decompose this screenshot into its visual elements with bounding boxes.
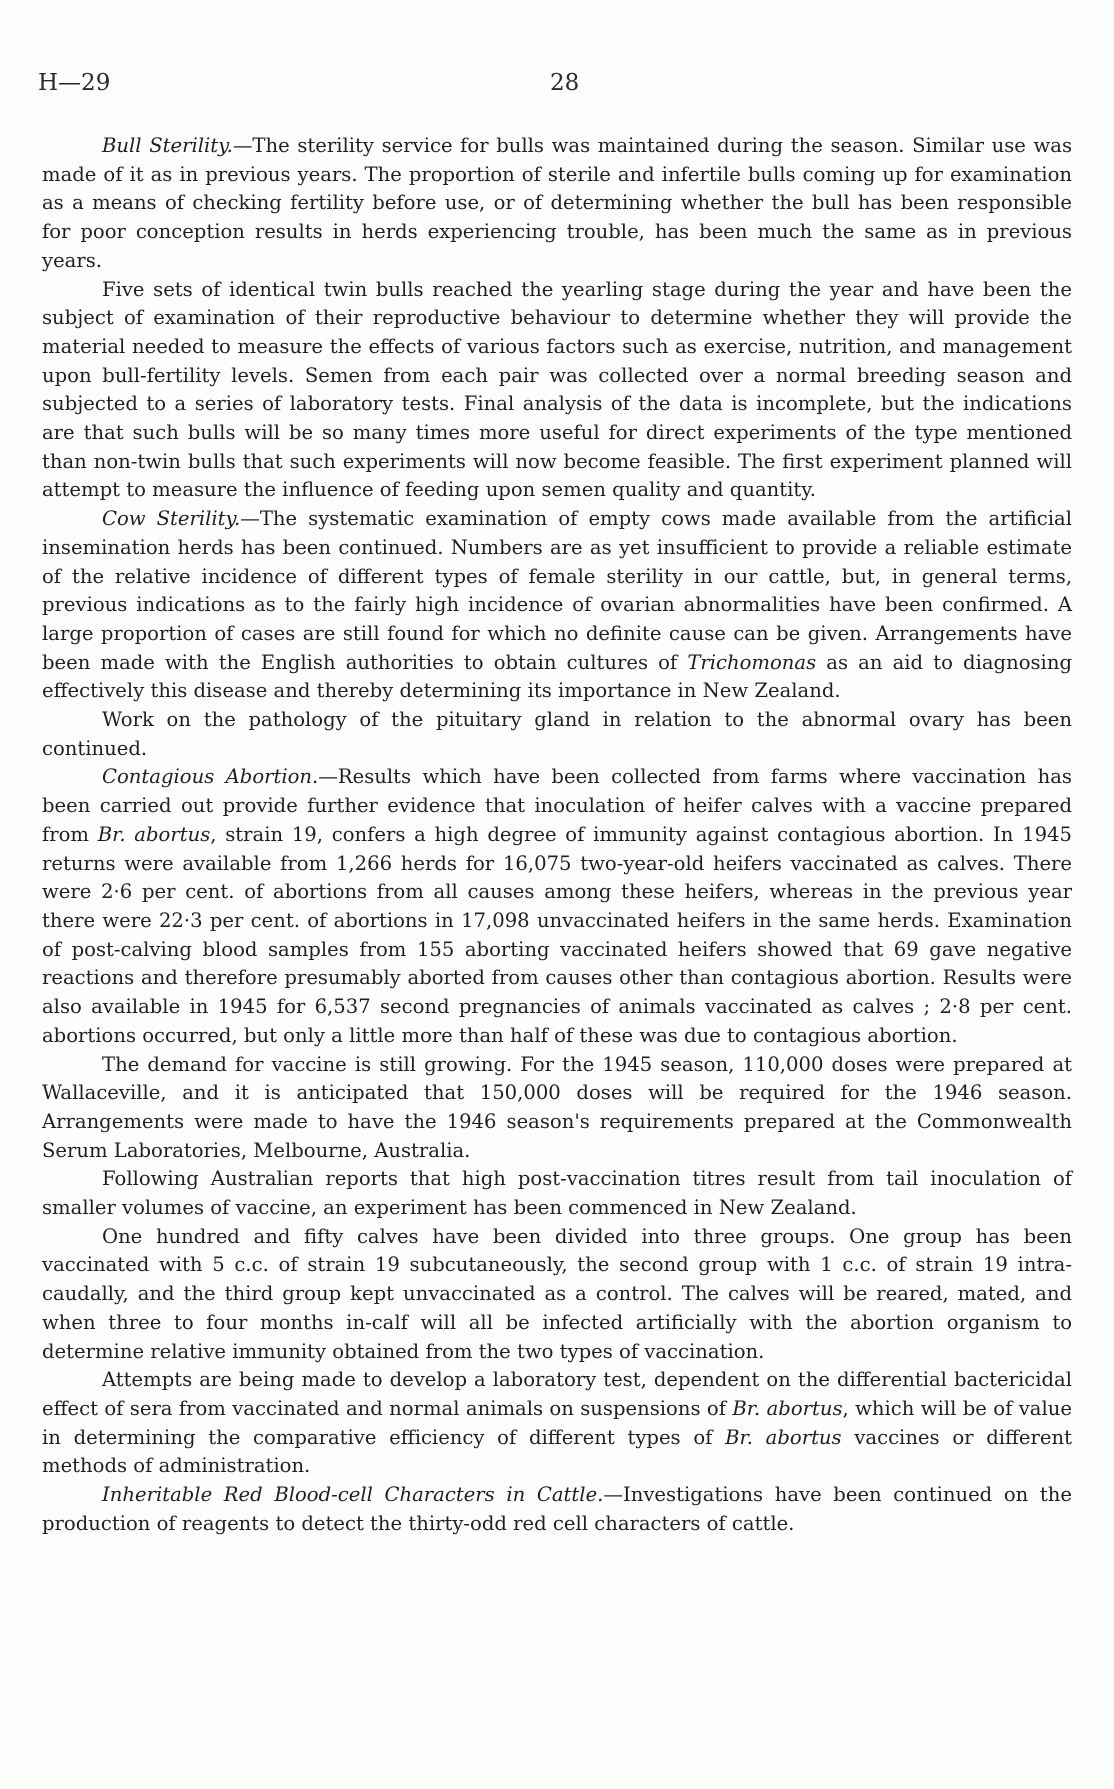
paragraph-australian-reports: Following Australian reports that high post-vaccination titres result from tail inoculation of smaller volumes of vaccine, an experiment has been commenced in New Zealand. [42, 1167, 1072, 1220]
species-name: Br. abortus [97, 822, 211, 846]
paragraph-red-blood-cell: Inheritable Red Blood-cell Characters in Cattle.—Investigations have been continued on the production of reagents to detect the thirty-odd red cell characters of cattle. [42, 1483, 1072, 1535]
paragraph-bull-sterility: Bull Sterility.—The sterility service for bulls was maintained during the season. Similar use was made of it as in previous years. The proportion of sterile and infertile bulls coming up for examination as a means of checking fertility before use, or of determining whether the bull has been responsible for poor conception results in herds experiencing trouble, has been much the same as in previous years. [42, 134, 1073, 272]
section-heading: Cow Sterility. [102, 507, 241, 531]
document-reference: H—29 [38, 70, 111, 96]
paragraph-twin-bulls: Five sets of identical twin bulls reached the yearling stage during the year and have been the subject of examination of their reproductive behaviour to determine whether they will provide the material needed to measure the effects of various factors such as exercise, nutrition, and management upon bull-fertility levels. Semen from each pair was collected over a normal breeding season and subjected to a series of laboratory tests. Final analysis of the data is incomplete, but the indications are that such bulls will be so many times more useful for direct experiments of the type mentioned than non-twin bulls that such experiments will now become feasible. The first experiment planned will attempt to measure the influence of feeding upon semen quality and quantity. [42, 277, 1072, 502]
paragraph-contagious-abortion: Contagious Abortion.—Results which have been collected from farms where vaccination has been carried out provide further evidence that inoculation of heifer calves with a vaccine prepared from Br. abortus, strain 19, confers a high degree of immunity against contagious abortion. In 1945 returns were available from 1,266 herds for 16,075 two-year-old heifers vaccinated as calves. There were 2·6 per cent. of abortions from all causes among these heifers, whereas in the previous year there were 22·3 per cent. of abortions in 17,098 unvaccinated heifers in the same herds. Examination of post-calving blood samples from 155 aborting vaccinated heifers showed that 69 gave negative reactions and therefore presumably aborted from causes other than contagious abortion. Results were also available in 1945 for 6,537 second pregnancies of animals vaccinated as calves ; 2·8 per cent. abortions occurred, but only a little more than half of these was due to contagious abortion. [42, 765, 1072, 1047]
page-header [38, 70, 1076, 100]
paragraph-pituitary: Work on the pathology of the pituitary gland in relation to the abnormal ovary has been continued. [42, 708, 1072, 760]
section-heading: Bull Sterility. [102, 134, 233, 157]
paragraph-cow-sterility: Cow Sterility.—The systematic examination of empty cows made available from the artificial insemination herds has been continued. Numbers are as yet insufficient to provide a reliable estimate of the relative incidence of different types of female sterility in our cattle, but, in general terms, previous indications as to the fairly high incidence of ovarian abnormalities have been confirmed. A large proportion of cases are still found for which no definite cause can be given. Arrangements have been made with the English authorities to obtain cultures of Trichomonas as an aid to diagnosing effectively this disease and thereby determining its importance in New Zealand. [42, 507, 1072, 703]
paragraph-calf-groups: One hundred and fifty calves have been divided into three groups. One group has been vaccinated with 5 c.c. of strain 19 subcutaneously, the second group with 1 c.c. of strain 19 intra-caudally, and the third group kept unvaccinated as a control. The calves will be reared, mated, and when three to four months in-calf will all be infected artificially with the abortion organism to determine relative immunity obtained from the two types of vaccination. [42, 1224, 1072, 1363]
paragraph-laboratory-test: Attempts are being made to develop a laboratory test, dependent on the differential bactericidal effect of sera from vaccinated and normal animals on suspensions of Br. abortus, which will be of value in determining the comparative efficiency of different types of Br. abortus vaccines or different methods of administration. [42, 1368, 1072, 1478]
section-heading: Contagious Abortion. [102, 765, 319, 789]
species-name: Br. abortus [725, 1425, 842, 1449]
page-number: 28 [550, 70, 580, 96]
species-name: Trichomonas [687, 650, 817, 674]
section-heading: Inheritable Red Blood-cell Characters in Cattle. [102, 1483, 604, 1507]
species-name: Br. abortus [732, 1396, 843, 1420]
paragraph-vaccine-demand: The demand for vaccine is still growing. For the 1945 season, 110,000 doses were prepared at Wallaceville, and it is anticipated that 150,000 doses will be required for the 1946 season. Arrangements were made to have the 1946 season's requirements prepared at the Commonwealth Serum Laboratories, Melbourne, Australia. [42, 1052, 1072, 1162]
body-text [42, 132, 1072, 1538]
